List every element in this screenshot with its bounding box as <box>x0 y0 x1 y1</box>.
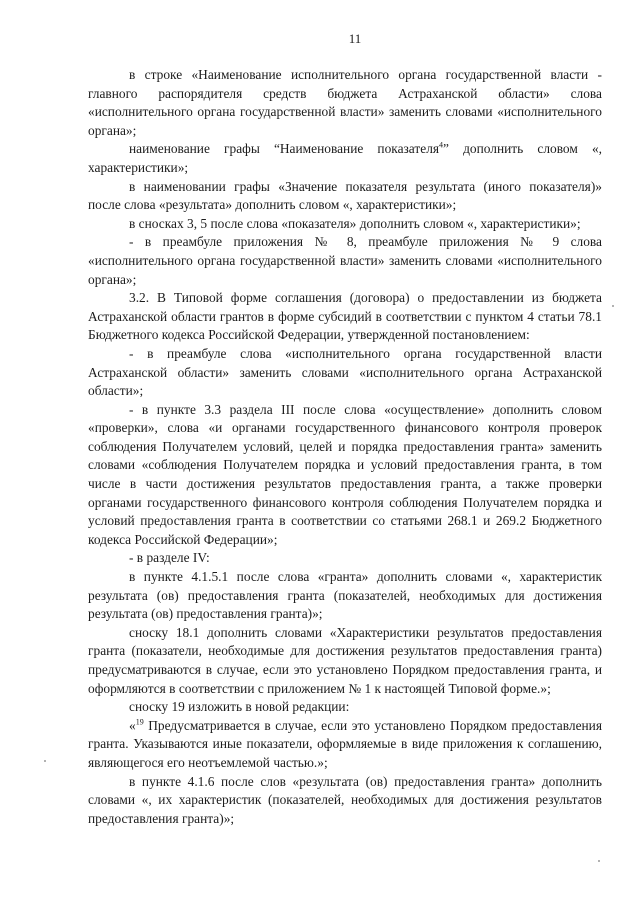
document-body <box>88 66 602 828</box>
paragraph: в строке «Наименование исполнительного органа государственной власти - главного распорядителя средств бюджета Астраханской области» слова «исполнительного органа государственной власти» заменить словами «исполнительного органа»; <box>88 67 602 138</box>
paragraph: в пункте 4.1.5.1 после слова «гранта» дополнить словами «, характеристик результата (ов) предоставления гранта (показателей, необходимых для достижения результата (ов) предоставления гранта)»; <box>88 569 602 622</box>
paragraph: в наименовании графы «Значение показателя результата (иного показателя)» после слова «результата» дополнить словом «, характеристики»; <box>88 178 602 213</box>
paragraph: в пункте 4.1.6 после слов «результата (ов) предоставления гранта» дополнить словами «, их характеристик (показателей, необходимых для достижения результатов предоставления гранта)»; <box>88 773 602 826</box>
paragraph-text: Предусматривается в случае, если это установлено Порядком предоставления гранта. Указываются иные показатели, оформляемые в виде приложения к соглашению, являющегося его неотъемлемой частью.»; <box>88 717 602 770</box>
page-number: 11 <box>348 31 362 46</box>
paragraph-text: « <box>129 717 136 733</box>
paragraph: - в разделе IV: <box>129 550 210 566</box>
paragraph: - в пункте 3.3 раздела III после слова «осуществление» дополнить словом «проверки», слова «и органами государственного финансового контроля проверок соблюдения Получателем условий, целей и порядка предоставления гранта» заменить словами «соблюдения Получателем порядка и условий предоставления гранта, в том числе в части достижения результатов предоставления гранта, а также проверки органами государственного финансового контроля соблюдения Получателем порядка и условий предоставления гранта в соответствии со статьями 268.1 и 269.2 Бюджетного кодекса Российской Федерации»; <box>88 401 602 547</box>
paragraph: сноску 18.1 дополнить словами «Характеристики результатов предоставления гранта (показатели, необходимые для достижения результатов предоставления гранта) предусматриваются в случае, если это установлено Порядком предоставления гранта, и оформляются в соответствии с приложением № 1 к настоящей Типовой форме.»; <box>88 624 602 696</box>
scan-speck <box>598 860 600 862</box>
footnote-mark: 19 <box>135 717 144 727</box>
paragraph: - в преамбуле слова «исполнительного органа государственной власти Астраханской области» заменить словами «исполнительного органа Астраханской области»; <box>88 345 602 399</box>
paragraph-text: наименование графы “Наименование показателя <box>129 141 440 157</box>
footnote-mark: 4 <box>439 140 444 150</box>
paragraph: - в преамбуле приложения № 8, преамбуле приложения № 9 слова «исполнительного органа государственной власти» заменить словами «исполнительного органа»; <box>88 234 602 287</box>
paragraph: сноску 19 изложить в новой редакции: <box>129 699 350 715</box>
paragraph <box>88 717 602 773</box>
paragraph: 3.2. В Типовой форме соглашения (договора) о предоставлении из бюджета Астраханской области грантов в форме субсидий в соответствии с пунктом 4 статьи 78.1 Бюджетного кодекса Российской Федерации, утвержденной постановлением: <box>88 290 602 343</box>
scan-speck <box>612 305 614 307</box>
scan-speck <box>44 760 46 762</box>
paragraph-text: ” дополнить словом «, характеристики»; <box>88 141 602 175</box>
paragraph <box>88 140 602 177</box>
paragraph: в сносках 3, 5 после слова «показателя» дополнить словом «, характеристики»; <box>129 215 581 231</box>
